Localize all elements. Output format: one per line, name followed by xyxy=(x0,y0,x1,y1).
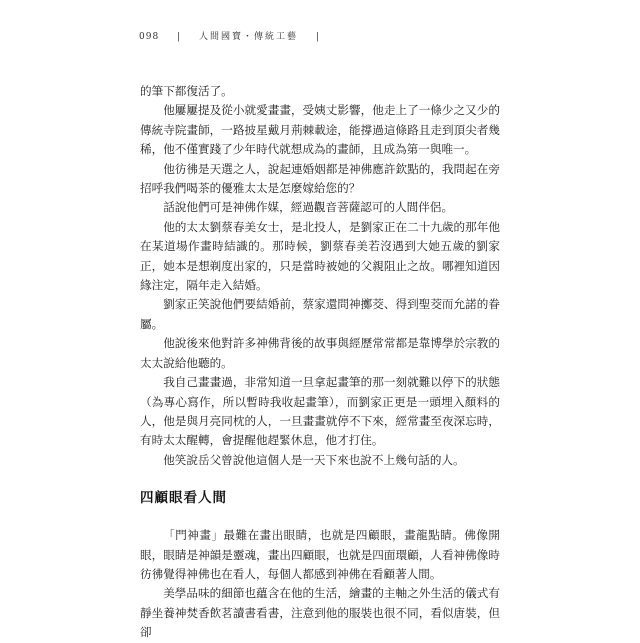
paragraph: 「門神畫」最難在畫出眼睛，也就是四顧眼，畫龍點睛。佛像開眼，眼睛是神韻是靈魂，畫出四顧眼，也就是四面環顧，人看神佛像時彷彿覺得神佛也在看人，每個人都感到神佛在看顧著人間。 xyxy=(140,528,500,581)
header-separator: | xyxy=(177,32,182,42)
paragraph: 美學品味的細節也蘊含在他的生活，繪畫的主軸之外生活的儀式有靜坐養神焚香飲茗讀書看書，注意到他的服裝也很不同，看似唐裝，但卻 xyxy=(140,586,500,640)
section-heading: 四顧眼看人間 xyxy=(140,490,227,507)
paragraph: 的筆下都復活了。 xyxy=(140,84,233,98)
book-title: 人間國寶・傳統工藝 xyxy=(198,32,298,42)
body-text xyxy=(140,82,500,643)
paragraph: 話說他們可是神佛作媒，經過觀音菩薩認可的人間伴侶。 xyxy=(163,200,454,215)
paragraph: 他屢屢提及從小就愛畫畫，受姨丈影響，他走上了一條少之又少的傳統寺院畫師，一路披星戴月荊棘載途，能撐過這條路且走到頂尖者幾稀，他不僅實踐了少年時代就想成為的畫師，且成為第一與唯一。 xyxy=(140,103,500,157)
paragraph: 他的太太劉蔡春美女士，是北投人，是劉家正在二十九歲的那年他在某道場作畫時結識的。那時候，劉蔡春美若沒遇到大她五歲的劉家正，她本是想剃度出家的，只是當時被她的父親阻止之故。哪裡知道因緣注定，隔年走入結婚。 xyxy=(140,219,500,293)
paragraph: 他彷彿是天選之人，說起連婚姻都是神佛應許欽點的，我問起在旁招呼我們喝茶的優雅太太是怎麼嫁給您的？ xyxy=(140,161,500,196)
paragraph: 他說後來他對許多神佛背後的故事與經歷常常都是靠博學於宗教的太太說給他聽的。 xyxy=(140,336,500,370)
page-number: 098 xyxy=(139,32,160,42)
paragraph: 劉家正笑說他們要結婚前，蔡家還問神擲茭、得到聖茭而允諾的眷屬。 xyxy=(140,297,500,331)
header-separator: | xyxy=(315,32,320,42)
paragraph: 他笑說岳父曾說他這個人是一天下來也說不上幾句話的人。 xyxy=(163,452,465,467)
paragraph-group-before xyxy=(140,82,500,470)
paragraph-group-after xyxy=(140,526,500,642)
paragraph: 我自己畫畫過，非常知道一旦拿起畫筆的那一刻就難以停下的狀態（為專心寫作，所以暫時我收起畫筆），而劉家正更是一頭埋入顏料的人，他是與月亮同枕的人，一旦畫畫就停不下來，經常畫至夜深忘時，有時太太醒轉，會提醒他趕緊休息，他才打住。 xyxy=(140,375,500,448)
running-header xyxy=(139,29,334,42)
